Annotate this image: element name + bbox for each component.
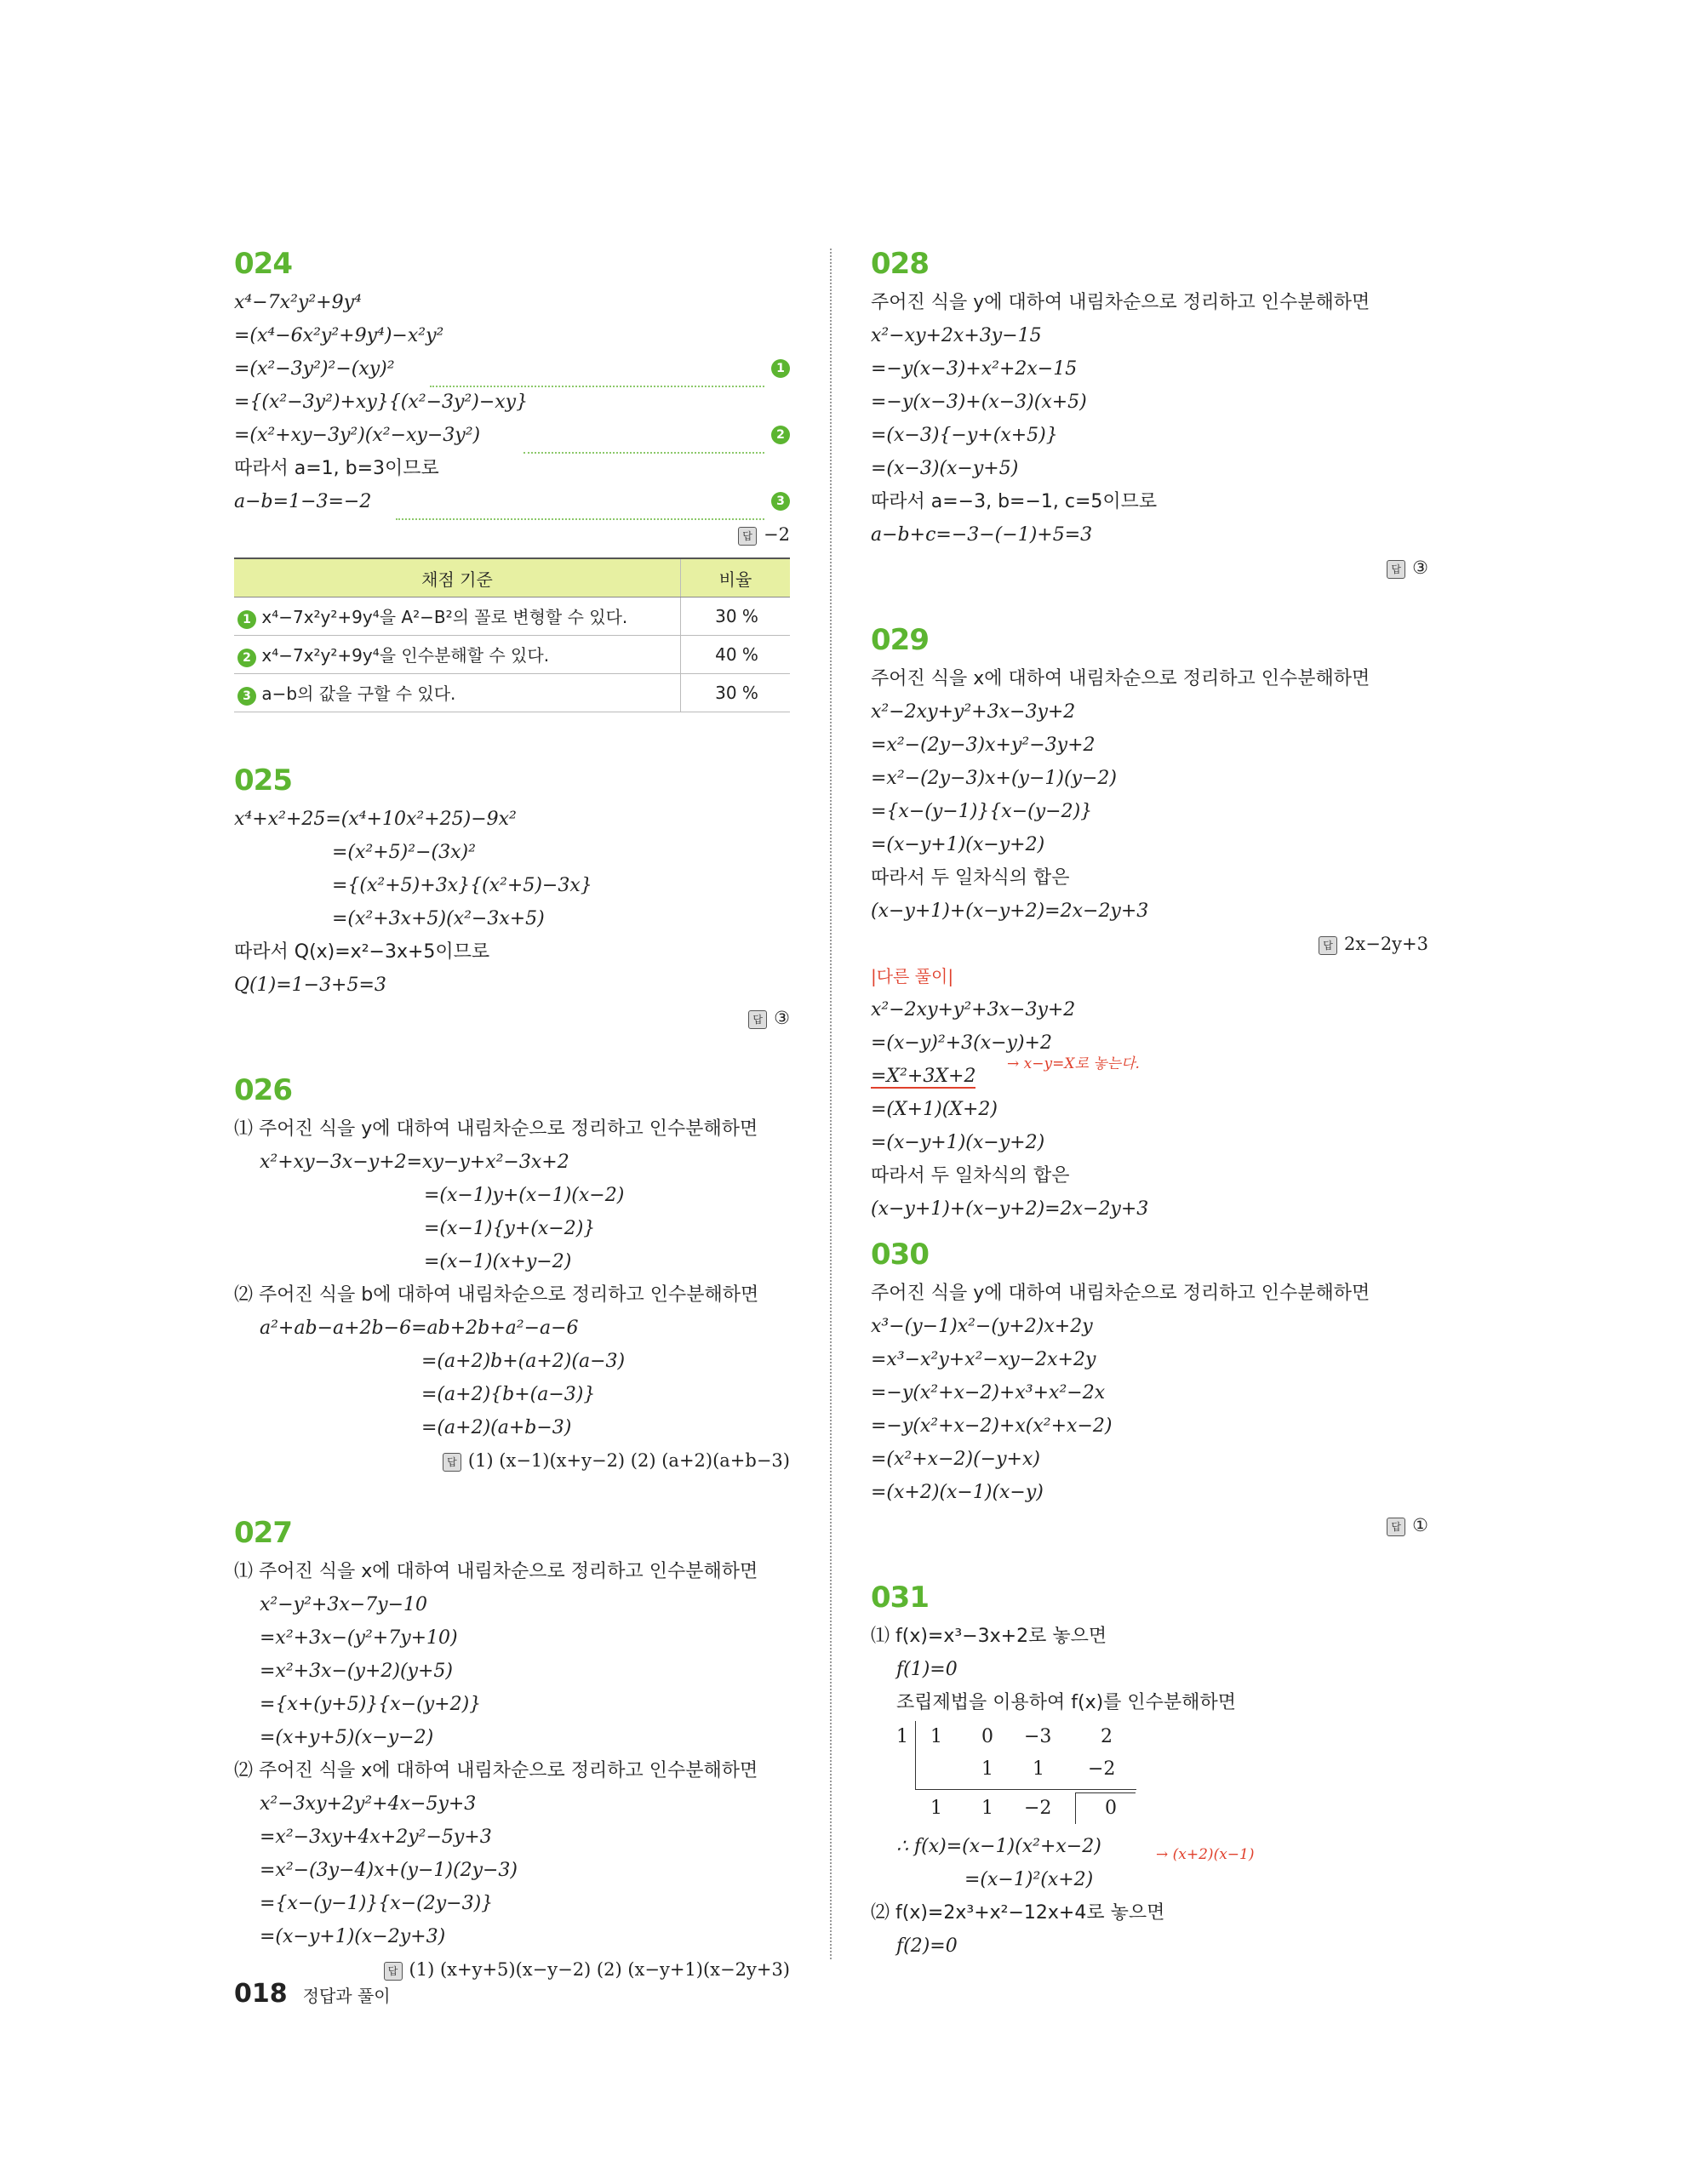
solution-line: =(x+2)(x−1)(x−y) — [871, 1482, 1044, 1503]
problem-number-029: 029 — [871, 623, 929, 657]
solution-line — [234, 419, 790, 452]
column-divider — [830, 249, 832, 1959]
answer-line — [871, 1509, 1428, 1541]
table-row — [234, 636, 790, 674]
table-cell — [234, 597, 681, 636]
marker-2: 2 — [771, 426, 790, 444]
answer-text: (1) (x−1)(x+y−2) (2) (a+2)(a+b−3) — [467, 1450, 790, 1471]
solution-line: 따라서 두 일차식의 합은 — [871, 1165, 1070, 1186]
synthetic-division — [896, 1719, 1428, 1830]
solution-line: (x−y+1)+(x−y+2)=2x−2y+3 — [871, 1198, 1149, 1220]
solution-text: =(x²+xy−3y²)(x²−xy−3y²) — [234, 425, 481, 446]
synth-value: 1 — [1033, 1758, 1044, 1780]
solution-line: =x²+3x−(y+2)(y+5) — [260, 1661, 453, 1682]
answer-text: (1) (x+y+5)(x−y−2) (2) (x−y+1)(x−2y+3) — [409, 1959, 790, 1980]
solution-line: 따라서 a=−3, b=−1, c=5이므로 — [871, 491, 1158, 512]
solution-line: x²−3xy+2y²+4x−5y+3 — [260, 1793, 477, 1815]
solution-text: =X²+3X+2 — [871, 1066, 976, 1087]
problem-number-027: 027 — [234, 1516, 292, 1550]
dotted-leader — [430, 352, 764, 387]
table-header: 비율 — [681, 558, 791, 597]
solution-line: Q(1)=1−3+5=3 — [234, 975, 386, 996]
solution-line: 따라서 Q(x)=x²−3x+5이므로 — [234, 941, 490, 963]
synth-value: −2 — [1088, 1758, 1116, 1780]
answer-text: −2 — [764, 524, 790, 545]
solution-line: =x²−3xy+4x+2y²−5y+3 — [260, 1827, 492, 1848]
solution-line: =(x²+5)²−(3x)² — [332, 842, 476, 863]
synth-value: 0 — [1105, 1798, 1117, 1819]
solution-line: x²+xy−3x−y+2=xy−y+x²−3x+2 — [260, 1152, 569, 1173]
solution-text: a−b=1−3=−2 — [234, 491, 372, 512]
criterion-text: x⁴−7x²y²+9y⁴을 인수분해할 수 있다. — [261, 645, 550, 666]
solution-line: =(x−1){y+(x−2)} — [424, 1218, 596, 1239]
problem-number-026: 026 — [234, 1073, 292, 1107]
solution-line: =(a+2){b+(a−3)} — [421, 1384, 596, 1405]
synth-value: 1 — [981, 1798, 993, 1819]
problem-number-031: 031 — [871, 1581, 929, 1615]
solution-line: ⑴ f(x)=x³−3x+2로 놓으면 — [871, 1626, 1107, 1647]
problem-number-025: 025 — [234, 763, 292, 798]
answer-icon: 답 — [384, 1962, 403, 1981]
page-footer — [234, 1979, 391, 2009]
solution-line: 조립제법을 이용하여 f(x)를 인수분해하면 — [896, 1692, 1236, 1713]
solution-line: 주어진 식을 y에 대하여 내림차순으로 정리하고 인수분해하면 — [871, 1283, 1370, 1304]
synth-value: 1 — [981, 1758, 993, 1780]
solution-line: ⑵ f(x)=2x³+x²−12x+4로 놓으면 — [871, 1902, 1165, 1924]
solution-line — [871, 1055, 1428, 1093]
table-cell — [234, 674, 681, 712]
solution-line: =−y(x²+x−2)+x(x²+x−2) — [871, 1415, 1113, 1437]
solution-line: =(x−y+1)(x−y+2) — [871, 834, 1045, 855]
footer-label: 정답과 풀이 — [302, 1986, 391, 2006]
solution-line: =x²−(2y−3)x+y²−3y+2 — [871, 735, 1096, 756]
solution-line: ={(x²−3y²)+xy}{(x²−3y²)−xy} — [234, 392, 529, 413]
dotted-leader — [523, 419, 764, 454]
solution-line: 주어진 식을 x에 대하여 내림차순으로 정리하고 인수분해하면 — [871, 668, 1370, 689]
margin-note: → x−y=X로 놓는다. — [1007, 1055, 1140, 1072]
solution-line: 따라서 a=1, b=3이므로 — [234, 458, 439, 479]
answer-line — [234, 1002, 790, 1034]
table-cell — [234, 636, 681, 674]
marker-1: 1 — [771, 359, 790, 378]
margin-note: → (x+2)(x−1) — [1156, 1846, 1255, 1863]
solution-line: =(x²+x−2)(−y+x) — [871, 1449, 1040, 1470]
grading-table — [234, 557, 790, 712]
problem-number-024: 024 — [234, 247, 292, 281]
solution-line: ⑴ 주어진 식을 x에 대하여 내림차순으로 정리하고 인수분해하면 — [234, 1561, 758, 1582]
answer-icon: 답 — [443, 1453, 461, 1472]
solution-text: ∴ f(x)=(x−1)(x²+x−2) — [896, 1836, 1101, 1857]
note-text: (x+2)(x−1) — [1172, 1846, 1255, 1863]
answer-text: 2x−2y+3 — [1344, 934, 1428, 954]
solution-line: ⑵ 주어진 식을 b에 대하여 내림차순으로 정리하고 인수분해하면 — [234, 1284, 759, 1306]
table-cell: 30 % — [681, 597, 791, 636]
solution-line: =x²−(3y−4)x+(y−1)(2y−3) — [260, 1860, 518, 1881]
synth-vertical-line — [915, 1721, 916, 1789]
marker-2: 2 — [237, 649, 256, 667]
solution-line: a−b+c=−3−(−1)+5=3 — [871, 524, 1093, 546]
marker-1: 1 — [237, 610, 256, 629]
solution-line: =(x−y+1)(x−y+2) — [871, 1132, 1045, 1153]
solution-line: =(x⁴−6x²y²+9y⁴)−x²y² — [234, 325, 444, 346]
solution-line: 주어진 식을 y에 대하여 내림차순으로 정리하고 인수분해하면 — [871, 292, 1370, 313]
solution-line: x⁴−7x²y²+9y⁴ — [234, 292, 362, 313]
solution-line: =(x−y)²+3(x−y)+2 — [871, 1032, 1052, 1054]
answer-icon: 답 — [748, 1010, 767, 1029]
table-cell: 30 % — [681, 674, 791, 712]
table-row — [234, 597, 790, 636]
solution-line — [871, 1830, 1428, 1863]
solution-line: x³−(y−1)x²−(y+2)x+2y — [871, 1316, 1093, 1337]
alternative-solution-label: |다른 풀이| — [871, 966, 954, 986]
solution-line: =(x−3)(x−y+5) — [871, 458, 1019, 479]
solution-line: =x³−x²y+x²−xy−2x+2y — [871, 1349, 1096, 1370]
problem-number-028: 028 — [871, 247, 929, 281]
solution-line: =(x²+3x+5)(x²−3x+5) — [332, 908, 545, 929]
solution-line: =(x+y+5)(x−y−2) — [260, 1727, 434, 1748]
solution-line: a²+ab−a+2b−6=ab+2b+a²−a−6 — [260, 1318, 579, 1339]
marker-3: 3 — [237, 687, 256, 706]
marker-3: 3 — [771, 492, 790, 511]
solution-line: ={(x²+5)+3x}{(x²+5)−3x} — [332, 875, 592, 896]
solution-line: =(X+1)(X+2) — [871, 1099, 998, 1120]
table-row — [234, 674, 790, 712]
answer-icon: 답 — [738, 527, 757, 546]
solution-line: ={x+(y+5)}{x−(y+2)} — [260, 1694, 482, 1715]
synth-value: −3 — [1024, 1726, 1052, 1747]
synth-value: 2 — [1101, 1726, 1113, 1747]
synth-horizontal-line — [915, 1789, 1136, 1790]
answer-text: ③ — [1412, 557, 1428, 578]
synth-value: −2 — [1024, 1798, 1052, 1819]
left-column — [234, 247, 790, 1986]
solution-line — [234, 352, 790, 386]
table-header: 채점 기준 — [234, 558, 681, 597]
solution-line: =(x−y+1)(x−2y+3) — [260, 1926, 446, 1947]
dotted-leader — [396, 485, 764, 520]
synth-value: 1 — [896, 1726, 908, 1747]
answer-text: ① — [1412, 1515, 1428, 1535]
answer-line — [871, 552, 1428, 584]
solution-line: x²−y²+3x−7y−10 — [260, 1594, 428, 1615]
criterion-text: a−b의 값을 구할 수 있다. — [261, 683, 456, 704]
solution-line: =−y(x−3)+(x−3)(x+5) — [871, 392, 1087, 413]
answer-line — [234, 1444, 790, 1477]
solution-line: =(x−1)(x+y−2) — [424, 1251, 572, 1272]
criterion-text: x⁴−7x²y²+9y⁴을 A²−B²의 꼴로 변형할 수 있다. — [261, 607, 628, 627]
solution-line: f(2)=0 — [896, 1935, 958, 1957]
table-cell: 40 % — [681, 636, 791, 674]
solution-line: =x²+3x−(y²+7y+10) — [260, 1627, 458, 1649]
solution-line: x²−xy+2x+3y−15 — [871, 325, 1042, 346]
solution-line — [234, 485, 790, 518]
solution-line: (x−y+1)+(x−y+2)=2x−2y+3 — [871, 900, 1149, 922]
right-column — [871, 247, 1428, 1963]
solution-line: =(x−1)²(x+2) — [964, 1869, 1094, 1890]
solution-line: f(1)=0 — [896, 1659, 958, 1680]
solution-line: =(a+2)(a+b−3) — [421, 1417, 572, 1438]
page-number: 018 — [234, 1979, 288, 2009]
solution-line: ={x−(y−1)}{x−(2y−3)} — [260, 1893, 494, 1914]
solution-line: ⑵ 주어진 식을 x에 대하여 내림차순으로 정리하고 인수분해하면 — [234, 1760, 758, 1781]
answer-icon: 답 — [1387, 560, 1405, 579]
solution-line: x²−2xy+y²+3x−3y+2 — [871, 701, 1076, 723]
solution-line: x²−2xy+y²+3x−3y+2 — [871, 999, 1076, 1021]
problem-number-030: 030 — [871, 1238, 929, 1272]
answer-line — [234, 518, 790, 551]
answer-text: ③ — [774, 1008, 790, 1028]
synth-value: 1 — [930, 1726, 942, 1747]
synth-value: 0 — [981, 1726, 993, 1747]
note-text: x−y=X로 놓는다. — [1023, 1055, 1140, 1072]
solution-line: =(x−1)y+(x−1)(x−2) — [424, 1185, 625, 1206]
solution-line: =(a+2)b+(a+2)(a−3) — [421, 1351, 626, 1372]
answer-icon: 답 — [1319, 936, 1337, 955]
synth-value: 1 — [930, 1798, 942, 1819]
solution-line: =(x−3){−y+(x+5)} — [871, 425, 1058, 446]
solution-line: 따라서 두 일차식의 합은 — [871, 867, 1070, 889]
solution-line: =−y(x²+x−2)+x³+x²−2x — [871, 1382, 1106, 1404]
solution-line: ={x−(y−1)}{x−(y−2)} — [871, 801, 1093, 822]
solution-text: =(x²−3y²)²−(xy)² — [234, 358, 395, 380]
solution-line: ⑴ 주어진 식을 y에 대하여 내림차순으로 정리하고 인수분해하면 — [234, 1118, 758, 1140]
answer-line — [871, 928, 1428, 960]
solution-line: x⁴+x²+25=(x⁴+10x²+25)−9x² — [234, 809, 517, 830]
solution-line: =x²−(2y−3)x+(y−1)(y−2) — [871, 768, 1118, 789]
answer-icon: 답 — [1387, 1518, 1405, 1536]
solution-line: =−y(x−3)+x²+2x−15 — [871, 358, 1078, 380]
